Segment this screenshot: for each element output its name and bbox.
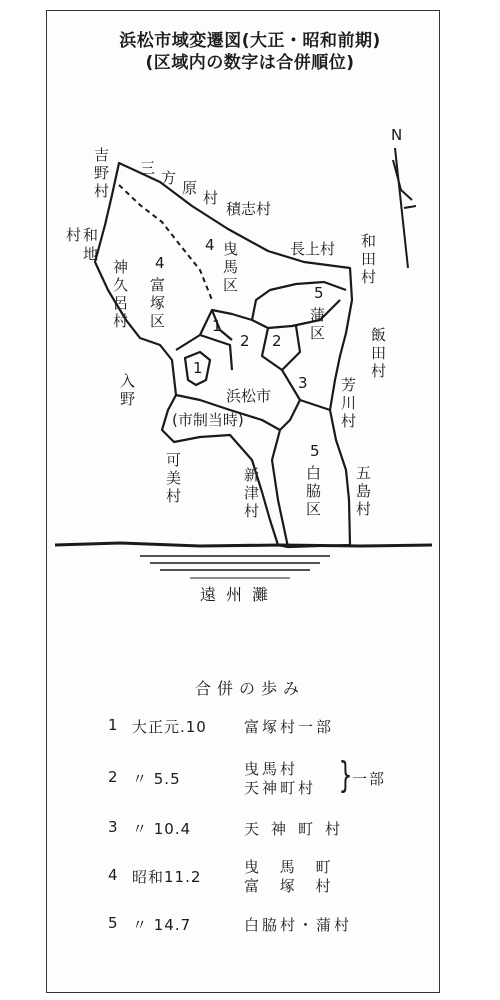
label-yoshino: 吉野村 xyxy=(94,146,110,200)
row-text-line2: 天神町村 xyxy=(244,779,317,797)
label-order-1b: 1 xyxy=(193,359,203,377)
row-text: 天神町村 xyxy=(244,820,353,838)
label-shirawaki-num: 5 xyxy=(310,442,320,460)
label-mikatahara: 三方原村 xyxy=(140,159,219,207)
row-number: 1 xyxy=(108,716,118,734)
row-number: 5 xyxy=(108,914,118,932)
sea-label: 遠州灘 xyxy=(200,585,279,604)
label-shinzu: 新津村 xyxy=(244,466,260,520)
figure-subtitle: (区域内の数字は合併順位) xyxy=(145,53,355,73)
label-hikuma-num: 4 xyxy=(205,236,215,254)
label-shirawaki: 白脇区 xyxy=(306,464,322,518)
history-row xyxy=(100,858,400,898)
row-text-line2: 富 塚 村 xyxy=(244,877,339,895)
label-tomitsuka: 富塚区 xyxy=(150,276,166,330)
label-iida: 飯田村 xyxy=(371,326,387,380)
row-text-line1: 曳馬村 xyxy=(244,760,299,778)
map-labels xyxy=(66,146,386,520)
history-title: 合併の歩み xyxy=(194,679,305,698)
row-text: 白脇村・蒲村 xyxy=(244,916,353,934)
label-gojima: 五島村 xyxy=(356,464,372,518)
row-suffix: 一部 xyxy=(352,770,387,788)
label-tomitsuka-num: 4 xyxy=(155,254,165,272)
label-order-1a: 1 xyxy=(212,317,222,335)
row-date: 大正元.10 xyxy=(132,718,207,736)
label-order-3: 3 xyxy=(298,374,308,392)
row-date: 〃 5.5 xyxy=(132,770,181,788)
row-text: 富塚村一部 xyxy=(244,718,335,736)
coastline xyxy=(55,543,432,578)
label-iri: 入野 xyxy=(120,372,136,408)
dashed-boundary xyxy=(119,185,212,300)
label-sekishi: 積志村 xyxy=(226,200,272,218)
label-kaba-num: 5 xyxy=(314,284,324,302)
label-hamamatsu-sub: (市制当時) xyxy=(172,411,244,429)
label-hikuma: 曳馬区 xyxy=(223,240,239,294)
history-row xyxy=(100,818,400,858)
history-row xyxy=(100,914,400,954)
district-boundary xyxy=(252,282,346,320)
figure-title: 浜松市域変遷図(大正・昭和前期) xyxy=(119,31,381,51)
label-hamamatsu: 浜松市 xyxy=(226,387,272,405)
district-boundary xyxy=(200,335,232,370)
row-date: 〃 10.4 xyxy=(132,820,192,838)
row-text-line1: 曳 馬 町 xyxy=(244,858,339,876)
row-date: 昭和11.2 xyxy=(132,868,202,886)
north-label: N xyxy=(391,126,403,144)
label-wachi: 村 和地 xyxy=(66,226,99,263)
district-boundary xyxy=(272,370,300,547)
row-brace: } xyxy=(338,755,353,796)
label-kaba: 蒲区 xyxy=(310,306,326,342)
label-kanku: 神久呂村 xyxy=(113,258,129,330)
row-number: 4 xyxy=(108,866,118,884)
label-wada: 和田村 xyxy=(361,232,377,286)
row-number: 3 xyxy=(108,818,118,836)
history-row xyxy=(100,716,400,756)
label-kami: 可美村 xyxy=(166,451,182,505)
label-order-2a: 2 xyxy=(240,332,250,350)
district-boundary xyxy=(300,400,330,410)
history-row xyxy=(100,755,400,800)
label-order-2b: 2 xyxy=(272,332,282,350)
row-date: 〃 14.7 xyxy=(132,916,192,934)
label-nagakami: 長上村 xyxy=(290,240,336,258)
north-arrow xyxy=(393,148,416,268)
row-number: 2 xyxy=(108,768,118,786)
label-yoshikawa: 芳川村 xyxy=(341,376,357,430)
